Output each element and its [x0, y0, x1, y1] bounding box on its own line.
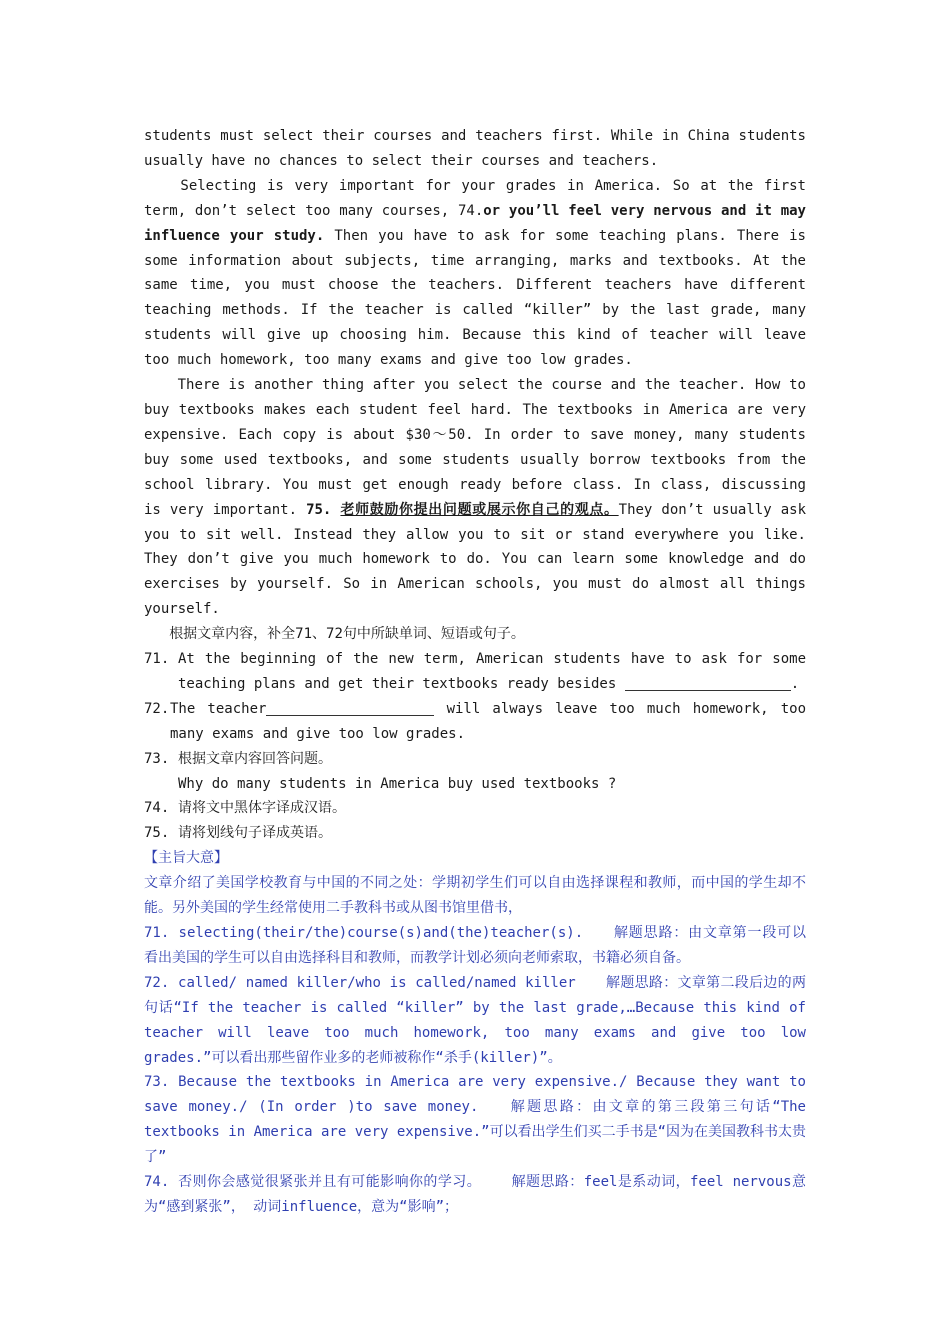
passage-text: students must select their courses and teachers first. While in China students usually have no chances to select their courses and teachers. — [144, 128, 806, 169]
answer-blank-72[interactable] — [266, 699, 434, 716]
answer-74 — [144, 1170, 806, 1220]
answer-72 — [144, 971, 806, 1071]
answer-text: 71. selecting(their/the)course(s)and(the)teacher(s). — [144, 925, 584, 941]
question-number: 72. — [144, 700, 170, 717]
answer-explanation: 解题思路：由文章第一段可以看出美国的学生可以自由选择科目和教师，而教学计划必须向老师索取，书籍必须自备。 — [144, 925, 807, 966]
answer-text: 74. 否则你会感觉很紧张并且有可能影响你的学习。 — [144, 1174, 482, 1191]
question-72 — [144, 697, 806, 747]
question-75 — [144, 821, 806, 846]
question-text: will always leave too much homework, too many exams and give too low grades. — [170, 700, 807, 742]
question-71 — [144, 647, 806, 697]
question-text: The teacher — [170, 700, 267, 717]
answer-explanation: 解题思路：feel是系动词，feel nervous意为“感到紧张”， 动词influence，意为“影响”； — [144, 1174, 806, 1215]
answer-text: 73. Because the textbooks in America are very expensive./ Because they want to save money./ (In order )to save money. — [144, 1074, 806, 1116]
passage-text: They don’t usually ask you to sit well. Instead they allow you to sit or stand everywhere you like. They don’t give you much homework to do. You can learn some knowledge and do exercises by yourself. So in American schools, you must do almost all things yourself. — [144, 501, 806, 618]
underlined-sentence-75: 老师鼓励你提出问题或展示你自己的观点。 — [340, 501, 619, 518]
question-number: 73. — [144, 750, 170, 767]
passage-text: Then you have to ask for some teaching plans. There is some information about subjects, time arranging, marks and textbooks. At the same time, you must choose the teachers. Different teachers have different teaching methods. If the teacher is called “killer” by the last grade, many students will give up choosing him. Because this kind of teacher will leave too much homework, too many exams and give too low grades. — [144, 227, 806, 369]
passage-text: Selecting is very important for your grades in America. So at the first term, don’t select too many courses, 74. — [144, 177, 806, 219]
answers-title: 【主旨大意】 — [144, 850, 228, 867]
question-text: At the beginning of the new term, American students have to ask for some teaching plans and get their textbooks ready besides — [178, 651, 806, 692]
question-73 — [144, 747, 806, 772]
question-73-prompt — [144, 772, 806, 797]
question-text: Why do many students in America buy used textbooks ? — [178, 775, 617, 792]
answer-71 — [144, 921, 806, 971]
answer-explanation: 解题思路：文章第二段后边的两句话“If the teacher is called “killer” by the last grade,…Because this kind of teacher will leave too much homework, too many exams and give too low grades.”可以看出那些留作业多的老师被称作“杀手(killer)”。 — [144, 974, 806, 1066]
bold-sentence-74: or you’ll feel very nervous and it may influence your study. — [144, 202, 806, 244]
answer-73 — [144, 1070, 806, 1170]
passage-paragraph-1 — [144, 124, 806, 174]
question-number: 75. — [144, 825, 170, 842]
answer-blank-71[interactable] — [625, 674, 791, 691]
answer-explanation: 解题思路：由文章的第三段第三句话“The textbooks in America are very expensive.”可以看出学生们买二手书是“因为在美国教科书太贵了” — [144, 1099, 807, 1166]
passage-paragraph-3 — [144, 373, 806, 622]
answers-summary: 文章介绍了美国学校教育与中国的不同之处：学期初学生们可以自由选择课程和教师，而中国的学生却不能。另外美国的学生经常使用二手教科书或从图书馆里借书， — [144, 875, 806, 917]
instructions-text: 根据文章内容，补全71、72句中所缺单词、短语或句子。 — [169, 626, 525, 643]
question-74 — [144, 796, 806, 821]
document-page — [144, 124, 806, 1220]
question-label: 请将文中黑体字译成汉语。 — [178, 800, 346, 817]
question-number: 74. — [144, 800, 170, 817]
passage-paragraph-2 — [144, 174, 806, 373]
instructions — [144, 622, 806, 647]
answer-text: 72. called/ named killer/who is called/named killer — [144, 974, 576, 991]
question-75-marker: 75. — [306, 501, 341, 518]
question-text: . — [790, 675, 800, 692]
question-number: 71. — [144, 651, 170, 668]
question-label: 请将划线句子译成英语。 — [178, 825, 332, 842]
passage-text: There is another thing after you select the course and the teacher. How to buy textbooks makes each student feel hard. The textbooks in America are very expensive. Each copy is about $30～50. In order to save money, many students buy some used textbooks, and some students usually borrow textbooks from the school library. You must get enough ready before class. In class, discussing is very important. — [144, 377, 806, 518]
question-label: 根据文章内容回答问题。 — [178, 750, 332, 767]
